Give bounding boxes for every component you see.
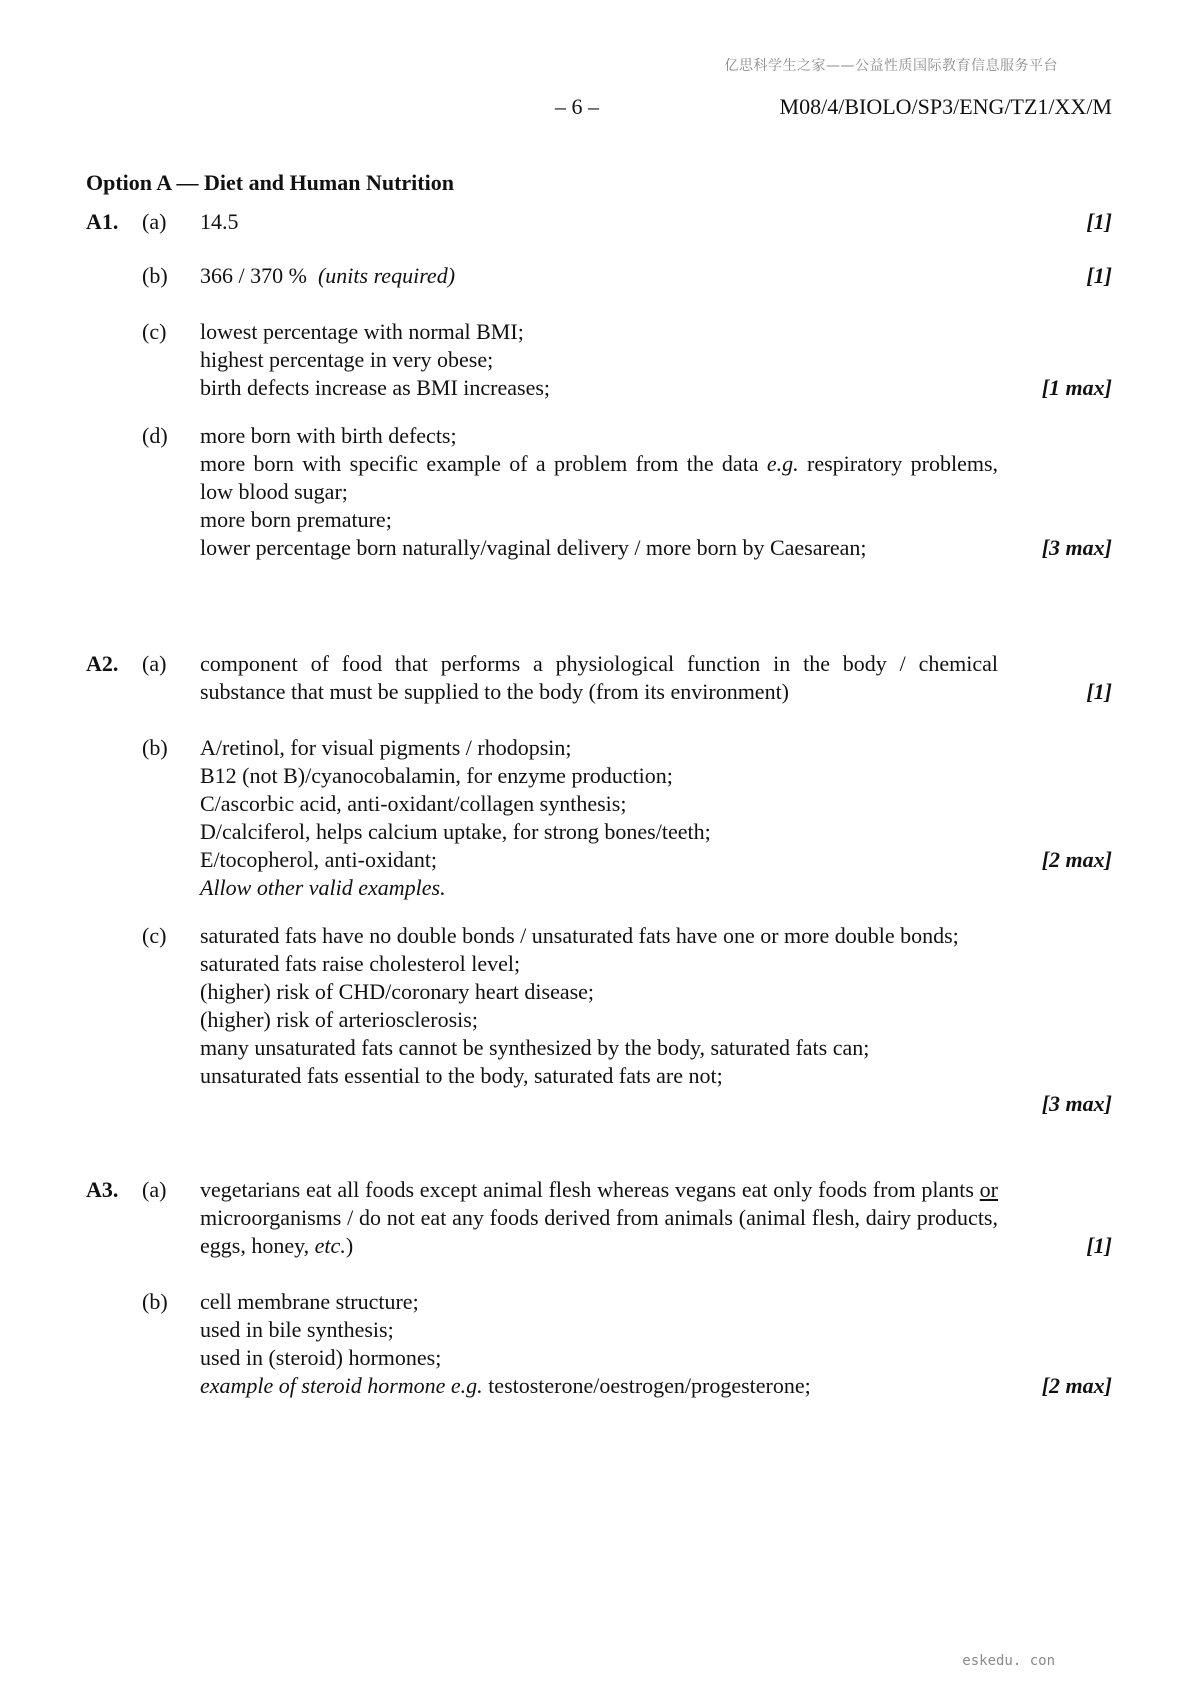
answer-text [200,922,998,1090]
part-label: (c) [142,923,167,948]
answer-line: more born premature; [200,507,392,532]
answer-line: 14.5 [200,209,239,234]
answer-fragment: more born with specific example of a problem from the data [200,451,767,476]
answer-text [200,422,998,562]
answer-text [200,262,998,290]
question-number: A3. [86,1177,119,1202]
answer-line: 366 / 370 % [200,263,307,288]
answer-line: many unsaturated fats cannot be synthesized by the body, saturated fats can; [200,1035,870,1060]
answer-line: unsaturated fats essential to the body, saturated fats are not; [200,1063,723,1088]
marks: [3 max] [1041,1091,1112,1116]
answer-line: used in bile synthesis; [200,1317,394,1342]
answer-line [200,450,998,506]
part-label: (b) [142,1289,168,1314]
question-number: A1. [86,209,119,234]
answer-line [200,1372,998,1400]
page-number: – 6 – [555,94,599,119]
answer-line: (higher) risk of arteriosclerosis; [200,1007,478,1032]
watermark-text: 亿思科学生之家——公益性质国际教育信息服务平台 [724,58,1058,74]
answer-text: component of food that performs a physiological function in the body / chemical substance that must be supplied to the body (from its environment) [200,651,998,704]
answer-fragment-underlined: or [979,1177,998,1202]
answer-line: A/retinol, for visual pigments / rhodopsin; [200,735,572,760]
part-label: (c) [142,319,167,344]
answer-fragment-italic: e.g. [766,451,799,476]
answer-fragment-italic: example of steroid hormone e.g. [200,1373,483,1398]
document-code: M08/4/BIOLO/SP3/ENG/TZ1/XX/M [779,94,1112,119]
answer-line: more born with birth defects; [200,423,457,448]
part-label: (b) [142,263,168,288]
answer-fragment: respiratory problems, low blood sugar; [200,451,999,504]
question-number: A2. [86,651,119,676]
answer-line: cell membrane structure; [200,1289,419,1314]
answer-line: used in (steroid) hormones; [200,1345,442,1370]
answer-line: lower percentage born naturally/vaginal delivery / more born by Caesarean; [200,535,867,560]
answer-fragment: ) [345,1233,354,1258]
part-label: (a) [142,209,167,234]
answer-note: (units required) [317,263,456,288]
answer-fragment-italic: etc. [314,1233,346,1258]
marks: [1] [1086,263,1112,288]
answer-text [200,1176,998,1260]
answer-fragment: vegetarians eat all foods except animal flesh whereas vegans eat only foods from plants [200,1177,980,1202]
part-label: (a) [142,651,167,676]
answer-note: Allow other valid examples. [200,875,446,900]
part-label: (d) [142,423,168,448]
marks: [1] [1086,1233,1112,1258]
marks: [1] [1086,679,1112,704]
answer-line: saturated fats have no double bonds / unsaturated fats have one or more double bonds; [200,923,959,948]
answer-text [200,318,998,402]
answer-fragment: microorganisms / do not eat any foods derived from animals (animal flesh, dairy products, eggs, honey, [200,1205,998,1258]
answer-line: D/calciferol, helps calcium uptake, for strong bones/teeth; [200,819,711,844]
answer-line: lowest percentage with normal BMI; [200,319,524,344]
marks: [3 max] [1041,535,1112,560]
part-label: (b) [142,735,168,760]
marks: [1 max] [1041,375,1112,400]
marks: [2 max] [1041,1373,1112,1398]
answer-line: E/tocopherol, anti-oxidant; [200,847,438,872]
answer-text [200,208,998,236]
answer-line: highest percentage in very obese; [200,347,494,372]
answer-line: B12 (not B)/cyanocobalamin, for enzyme production; [200,763,673,788]
footer-watermark: eskedu. con [962,1653,1055,1669]
marks: [2 max] [1041,847,1112,872]
part-label: (a) [142,1177,167,1202]
answer-text [200,1288,998,1400]
marks: [1] [1086,209,1112,234]
answer-line: saturated fats raise cholesterol level; [200,951,521,976]
section-title: Option A — Diet and Human Nutrition [86,170,454,195]
answer-line: (higher) risk of CHD/coronary heart disease; [200,979,595,1004]
answer-line: C/ascorbic acid, anti-oxidant/collagen synthesis; [200,791,627,816]
answer-line: birth defects increase as BMI increases; [200,375,551,400]
answer-text [200,734,998,902]
answer-fragment: testosterone/oestrogen/progesterone; [482,1373,811,1398]
